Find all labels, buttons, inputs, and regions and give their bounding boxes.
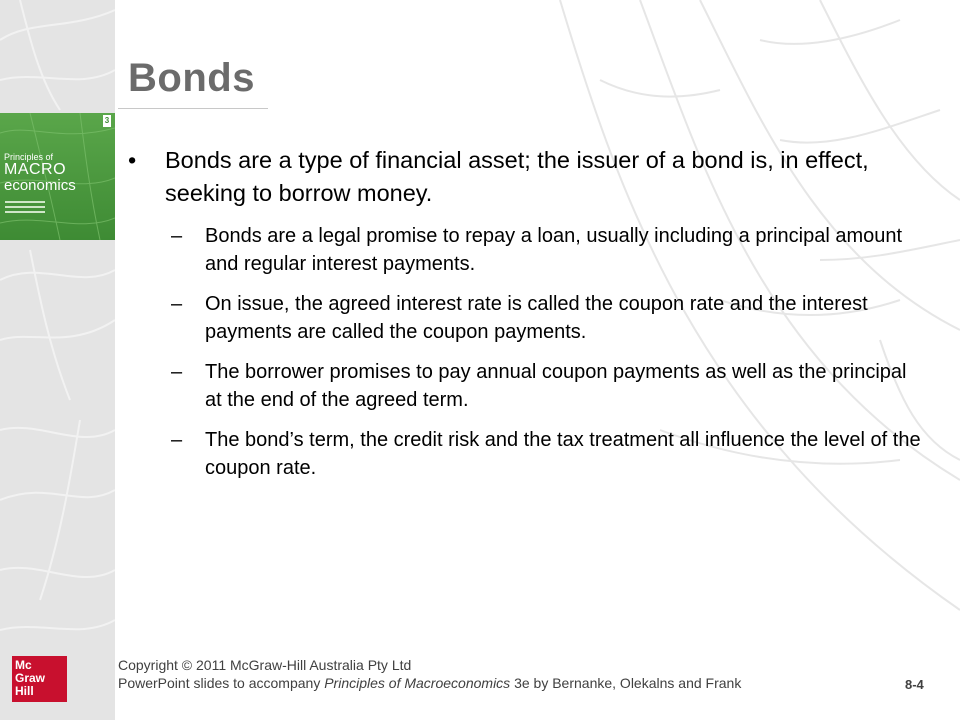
logo-line3: Hill	[15, 684, 34, 698]
footer-text	[118, 656, 741, 692]
sub-bullet	[128, 290, 928, 346]
attribution-line	[118, 674, 741, 692]
book-title-italic: Principles of Macroeconomics	[324, 675, 511, 691]
left-leaf-pattern	[0, 0, 115, 720]
bullet-dot: •	[128, 147, 137, 173]
slide-content	[128, 144, 928, 494]
book-title-line3: economics	[4, 177, 76, 194]
sub-bullet	[128, 426, 928, 482]
logo-line1: Mc	[15, 658, 32, 672]
copyright-line: Copyright © 2011 McGraw-Hill Australia Pty Ltd	[118, 657, 412, 673]
title-underline	[118, 108, 268, 109]
textbook-cover-image	[0, 113, 115, 240]
sub-bullet-text: The borrower promises to pay annual coupon payments as well as the principal at the end of the agreed term.	[205, 361, 907, 411]
attribution-suffix: 3e by Bernanke, Olekalns and Frank	[510, 675, 742, 691]
mcgraw-hill-logo	[12, 656, 67, 702]
attribution-prefix: PowerPoint slides to accompany	[118, 675, 325, 691]
slide-title: Bonds	[128, 56, 255, 100]
main-bullet-text: Bonds are a type of financial asset; the issuer of a bond is, in effect, seeking to borrow money.	[165, 147, 869, 206]
page-number: 8-4	[905, 677, 924, 692]
sub-bullet	[128, 358, 928, 414]
main-bullet	[128, 144, 928, 210]
dash-marker: –	[171, 293, 183, 315]
sub-bullet	[128, 222, 928, 278]
book-authors-lines	[5, 201, 45, 216]
book-title	[4, 153, 76, 193]
dash-marker: –	[171, 225, 183, 247]
sub-bullet-text: Bonds are a legal promise to repay a loan, usually including a principal amount and regular interest payments.	[205, 225, 903, 275]
left-decorative-strip	[0, 0, 115, 720]
book-title-line2: MACRO	[4, 161, 67, 178]
sub-bullet-list	[128, 222, 928, 482]
book-edition-badge: 3	[104, 116, 110, 125]
sub-bullet-text: The bond’s term, the credit risk and the tax treatment all influence the level of the coupon rate.	[205, 429, 921, 479]
dash-marker: –	[171, 429, 183, 451]
logo-line2: Graw	[15, 671, 46, 685]
book-title-line1: Principles of	[4, 152, 54, 162]
dash-marker: –	[171, 361, 183, 383]
sub-bullet-text: On issue, the agreed interest rate is called the coupon rate and the interest payments are called the coupon payments.	[205, 293, 868, 343]
